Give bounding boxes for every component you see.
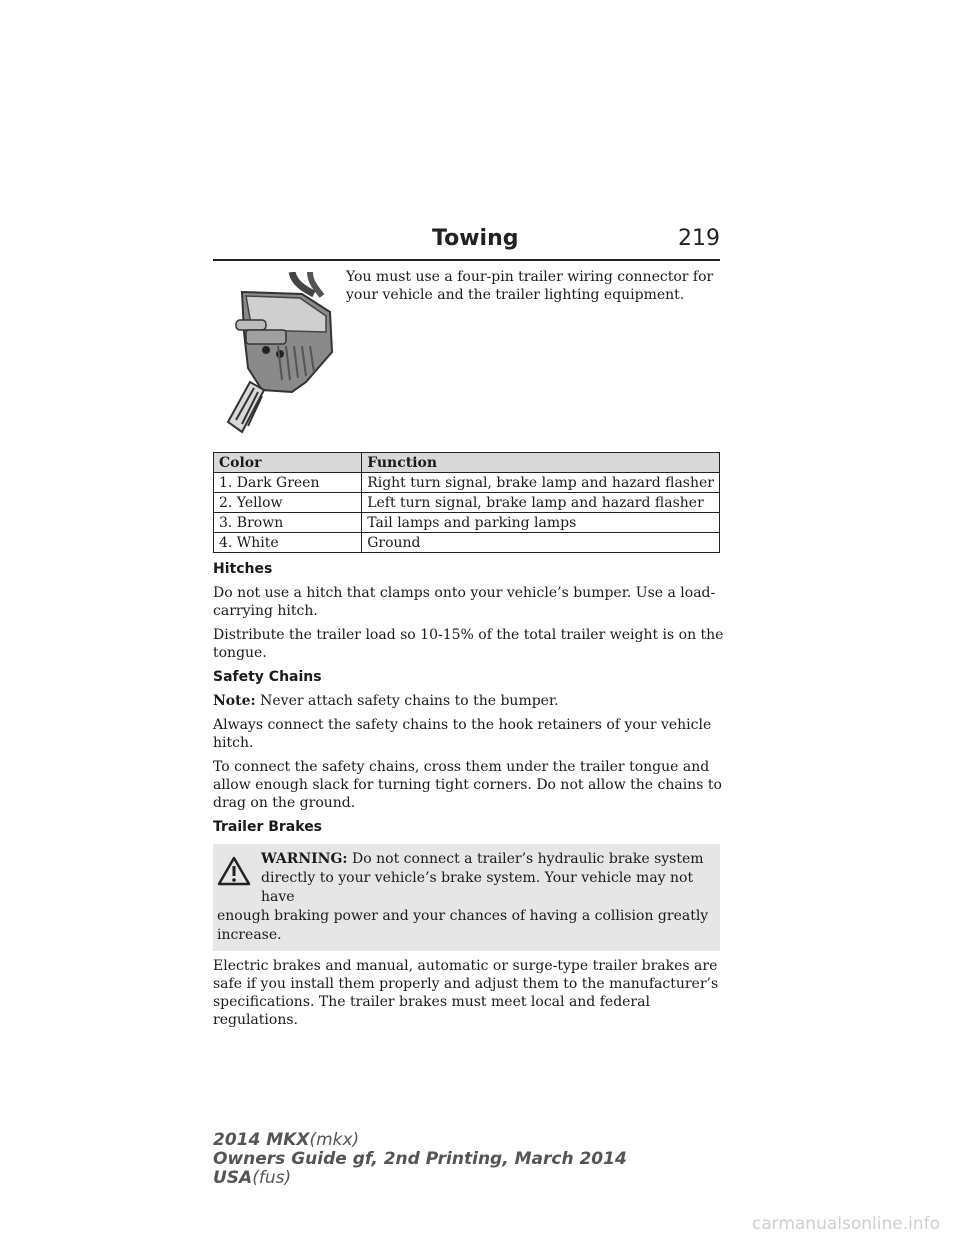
warning-triangle-icon bbox=[217, 856, 251, 886]
watermark: carmanualsonline.info bbox=[751, 1214, 940, 1234]
table-header-row bbox=[214, 453, 720, 473]
table-row bbox=[214, 533, 720, 553]
hitches-paragraph-1: Do not use a hitch that clamps onto your vehicle’s bumper. Use a load-carrying hitch. bbox=[213, 585, 716, 619]
page-header bbox=[213, 226, 720, 262]
page-footer bbox=[213, 1131, 627, 1188]
table-cell-function: Left turn signal, brake lamp and hazard flasher bbox=[362, 493, 720, 513]
main-content bbox=[213, 560, 725, 1035]
footer-line-model bbox=[213, 1131, 627, 1150]
table-cell-color: 4. White bbox=[214, 533, 362, 553]
warning-text-2: enough braking power and your chances of having a collision greatly increase. bbox=[217, 908, 709, 943]
table-cell-color: 2. Yellow bbox=[214, 493, 362, 513]
footer-line-guide bbox=[213, 1150, 627, 1169]
footer-model-code: (mkx) bbox=[309, 1130, 360, 1150]
footer-market-code: (fus) bbox=[252, 1168, 292, 1188]
header-rule bbox=[213, 259, 720, 261]
hitches-heading: Hitches bbox=[213, 561, 273, 577]
column-header-function: Function bbox=[362, 453, 720, 473]
table-cell-color: 1. Dark Green bbox=[214, 473, 362, 493]
warning-label: WARNING: bbox=[261, 851, 348, 867]
note-label: Note: bbox=[213, 693, 256, 709]
safety-chains-note bbox=[213, 692, 725, 710]
page-number: 219 bbox=[678, 226, 720, 251]
table-row bbox=[214, 493, 720, 513]
column-header-color: Color bbox=[214, 453, 362, 473]
warning-text-first bbox=[217, 850, 714, 907]
safety-chains-paragraph-2: To connect the safety chains, cross them under the trailer tongue and allow enough slack for turning tight corners. Do not allow the chains to drag on the ground. bbox=[213, 759, 722, 811]
trailer-connector-icon bbox=[222, 272, 340, 437]
footer-guide: Owners Guide gf, 2nd Printing, March 2014 bbox=[213, 1149, 627, 1169]
table-cell-function: Tail lamps and parking lamps bbox=[362, 513, 720, 533]
wiring-table bbox=[213, 452, 720, 553]
trailer-brakes-paragraph: Electric brakes and manual, automatic or surge-type trailer brakes are safe if you install them properly and adjust them to the manufacturer’s specifications. The trailer brakes must meet local and federal regulations. bbox=[213, 958, 719, 1028]
hitches-paragraph-2: Distribute the trailer load so 10-15% of the total trailer weight is on the tongue. bbox=[213, 627, 724, 661]
safety-chains-paragraph-1: Always connect the safety chains to the hook retainers of your vehicle hitch. bbox=[213, 717, 712, 751]
footer-line-market bbox=[213, 1169, 627, 1188]
warning-box bbox=[213, 844, 720, 951]
table-row bbox=[214, 513, 720, 533]
table-cell-function: Right turn signal, brake lamp and hazard flasher bbox=[362, 473, 720, 493]
section-title: Towing bbox=[432, 226, 519, 251]
safety-chains-heading: Safety Chains bbox=[213, 669, 322, 685]
table-cell-color: 3. Brown bbox=[214, 513, 362, 533]
trailer-brakes-heading: Trailer Brakes bbox=[213, 819, 323, 835]
intro-paragraph: You must use a four-pin trailer wiring connector for your vehicle and the trailer lighting equipment. bbox=[346, 269, 714, 303]
table-cell-function: Ground bbox=[362, 533, 720, 553]
footer-market: USA bbox=[213, 1168, 253, 1188]
warning-text-1: Do not connect a trailer’s hydraulic brake system directly to your vehicle’s brake system. Your vehicle may not have bbox=[261, 851, 704, 905]
note-text: Never attach safety chains to the bumper. bbox=[255, 693, 559, 709]
table-row bbox=[214, 473, 720, 493]
footer-model: 2014 MKX bbox=[213, 1130, 310, 1150]
